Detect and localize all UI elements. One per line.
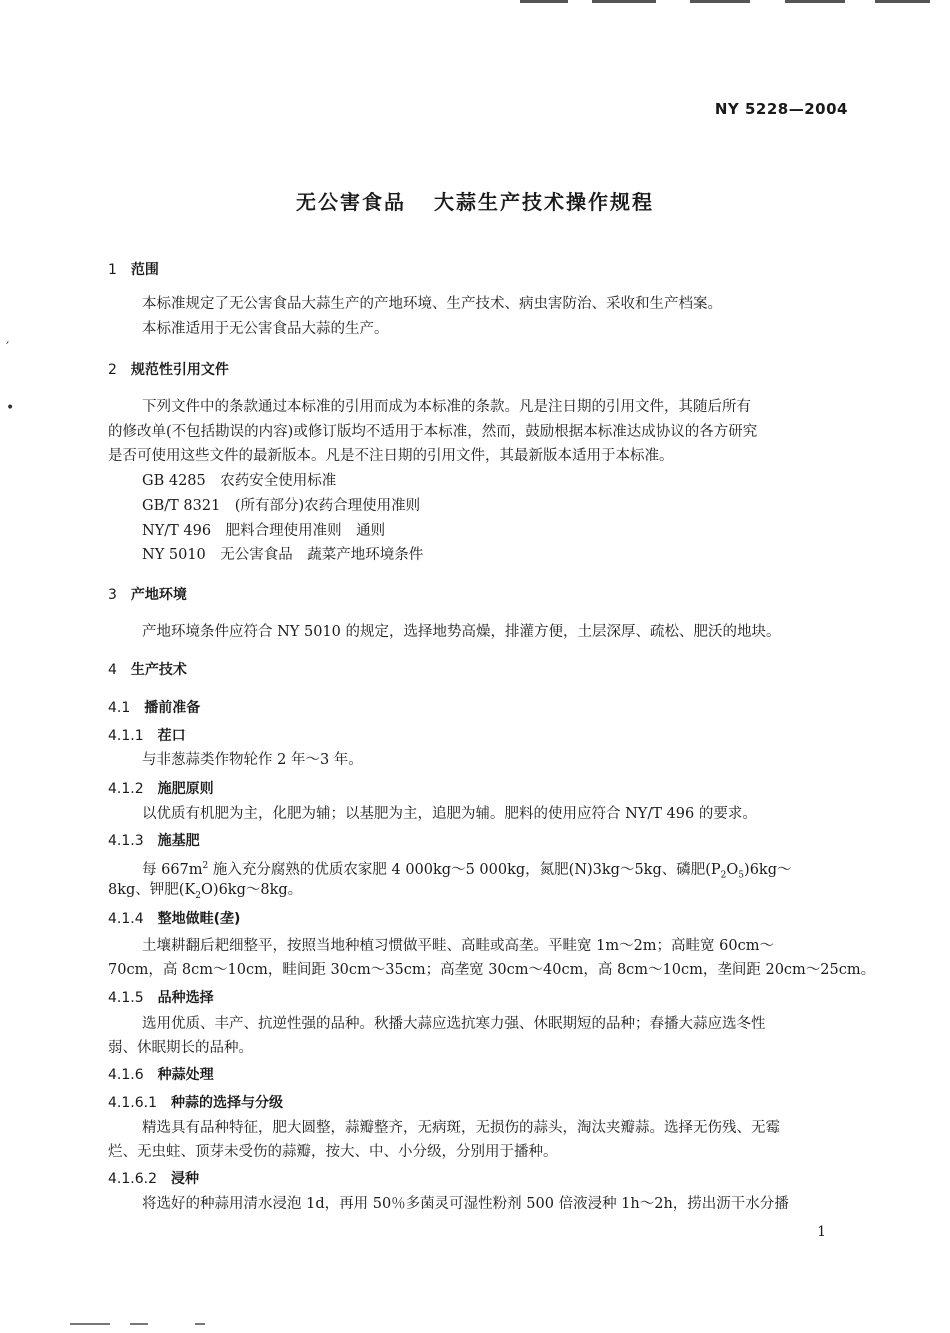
section-3-heading: 3 产地环境 (108, 587, 187, 603)
section-4-1-3-paragraph: 8kg、钾肥$(K_2O)6kg\sim 8kg$。 (108, 882, 303, 901)
section-4-1-heading: 4.1 播前准备 (108, 700, 201, 716)
section-4-1-4-paragraph: 70cm，高 8cm～10cm，畦间距 30cm～35cm；高垄宽 30cm～40cm，高 8cm～10cm，垄间距 20cm～25cm。 (108, 962, 876, 978)
section-4-1-5-paragraph: 选用优质、丰产、抗逆性强的品种。秋播大蒜应选抗寒力强、休眠期短的品种；春播大蒜应选冬性 (142, 1016, 766, 1032)
reference-item: GB 4285 农药安全使用标准 (142, 473, 337, 489)
margin-mark: • (6, 400, 15, 416)
section-4-1-6-2-paragraph: 将选好的种蒜用清水浸泡 1d，再用 50％多菌灵可湿性粉剂 500 倍液浸种 1h～2h，捞出沥干水分播 (142, 1196, 789, 1212)
section-2-paragraph: 的修改单(不包括勘误的内容)或修订版均不适用于本标准，然而，鼓励根据本标准达成协议的各方研究 (108, 424, 758, 440)
section-2-heading: 2 规范性引用文件 (108, 362, 229, 378)
section-3-paragraph: 产地环境条件应符合 NY 5010 的规定，选择地势高燥，排灌方便，土层深厚、疏松、肥沃的地块。 (142, 624, 781, 640)
section-4-1-3-paragraph: 每 $667m^2$ 施入充分腐熟的优质农家肥 4 000kg～5 000kg，氮肥(N)3kg～5kg、磷肥$(P_2O_5)6kg\sim$ (142, 861, 792, 881)
section-4-1-5-paragraph: 弱、休眠期长的品种。 (108, 1040, 253, 1056)
section-1-paragraph: 本标准规定了无公害食品大蒜生产的产地环境、生产技术、病虫害防治、采收和生产档案。 (142, 296, 722, 312)
section-4-heading: 4 生产技术 (108, 662, 187, 678)
page-title (0, 186, 950, 215)
section-4-1-6-1-paragraph: 烂、无虫蛀、顶芽未受伤的蒜瓣，按大、中、小分级，分别用于播种。 (108, 1144, 558, 1160)
section-2-paragraph: 下列文件中的条款通过本标准的引用而成为本标准的条款。凡是注日期的引用文件，其随后所有 (142, 399, 751, 415)
section-4-1-4-heading: 4.1.4 整地做畦(垄) (108, 911, 241, 927)
section-4-1-2-paragraph: 以优质有机肥为主，化肥为辅；以基肥为主，追肥为辅。肥料的使用应符合 NY/T 496 的要求。 (142, 806, 757, 822)
section-4-1-6-1-heading: 4.1.6.1 种蒜的选择与分级 (108, 1095, 283, 1111)
section-4-1-1-heading: 4.1.1 茬口 (108, 728, 186, 744)
section-4-1-5-heading: 4.1.5 品种选择 (108, 990, 214, 1006)
section-1-paragraph: 本标准适用于无公害食品大蒜的生产。 (142, 321, 389, 337)
reference-item: GB/T 8321 (所有部分)农药合理使用准则 (142, 498, 421, 514)
title-part-1: 无公害食品 (296, 190, 406, 214)
section-2-paragraph: 是否可使用这些文件的最新版本。凡是不注日期的引用文件，其最新版本适用于本标准。 (108, 448, 674, 464)
standard-number: NY 5228—2004 (714, 100, 848, 118)
reference-item: NY 5010 无公害食品 蔬菜产地环境条件 (142, 547, 424, 563)
section-4-1-6-2-heading: 4.1.6.2 浸种 (108, 1171, 199, 1187)
scan-edge-marks (520, 0, 940, 4)
page-number: 1 (817, 1224, 826, 1240)
section-4-1-4-paragraph: 土壤耕翻后耙细整平，按照当地种植习惯做平畦、高畦或高垄。平畦宽 1m～2m；高畦宽 60cm～ (142, 938, 774, 954)
section-1-heading: 1 范围 (108, 262, 159, 278)
section-4-1-1-paragraph: 与非葱蒜类作物轮作 2 年～3 年。 (142, 752, 363, 768)
title-part-2: 大蒜生产技术操作规程 (434, 190, 654, 214)
section-4-1-3-heading: 4.1.3 施基肥 (108, 833, 200, 849)
margin-mark: ′ (6, 340, 10, 356)
section-4-1-2-heading: 4.1.2 施肥原则 (108, 781, 214, 797)
section-4-1-6-heading: 4.1.6 种蒜处理 (108, 1067, 214, 1083)
section-4-1-6-1-paragraph: 精选具有品种特征，肥大圆整，蒜瓣整齐，无病斑，无损伤的蒜头，淘汰夹瓣蒜。选择无伤残、无霉 (142, 1120, 780, 1136)
reference-item: NY/T 496 肥料合理使用准则 通则 (142, 523, 386, 539)
